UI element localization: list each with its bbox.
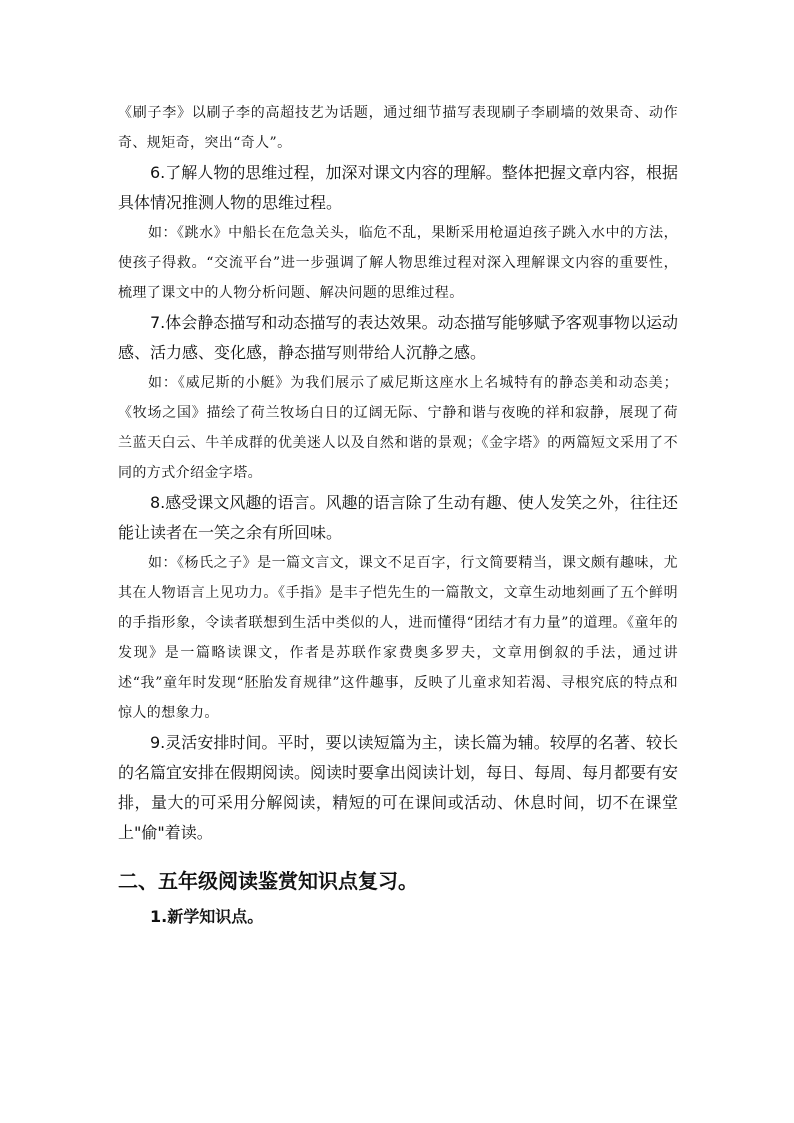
paragraph-shuazili: 《刷子李》以刷子李的高超技艺为话题，通过细节描写表现刷子李刷墙的效果奇、动作奇、规矩奇，突出“奇人”。 xyxy=(118,105,678,151)
paragraph-point-6: 6.了解人物的思维过程，加深对课文内容的理解。整体把握文章内容，根据具体情况推测人物的思维过程。 xyxy=(118,163,678,212)
paragraph-point-8: 8.感受课文风趣的语言。风趣的语言除了生动有趣、使人发笑之外，往往还能让读者在一笑之余有所回味。 xyxy=(118,493,678,542)
subheading-new-knowledge: 1.新学知识点。 xyxy=(150,907,264,926)
paragraph-point-7: 7.体会静态描写和动态描写的表达效果。动态描写能够赋予客观事物以运动感、活力感、变化感，静态描写则带给人沉静之感。 xyxy=(118,313,678,362)
paragraph-example-yangshi: 如：《杨氏之子》是一篇文言文，课文不足百字，行文简要精当，课文颇有趣味，尤其在人物语言上见功力。《手指》是丰子恺先生的一篇散文，文章生动地刻画了五个鲜明的手指形象，令读者联想到生活中类似的人，进而懂得“团结才有力量”的道理。《童年的发现》是一篇略读课文，作者是苏联作家费奥多罗夫，文章用倒叙的手法，通过讲述“我”童年时发现“胚胎发育规律”这件趣事，反映了儿童求知若渴、寻根究底的特点和惊人的想象力。 xyxy=(118,555,678,721)
paragraph-example-tiaoshui: 如：《跳水》中船长在危急关头，临危不乱，果断采用枪逼迫孩子跳入水中的方法，使孩子得救。“交流平台”进一步强调了解人物思维过程对深入理解课文内容的重要性，梳理了课文中的人物分析问题、解决问题的思维过程。 xyxy=(118,225,678,301)
section-heading: 二、五年级阅读鉴赏知识点复习。 xyxy=(118,869,418,893)
paragraph-example-weinisi: 如：《威尼斯的小艇》为我们展示了威尼斯这座水上名城特有的静态美和动态美；《牧场之国》描绘了荷兰牧场白日的辽阔无际、宁静和谐与夜晚的祥和寂静，展现了荷兰蓝天白云、牛羊成群的优美迷人以及自然和谐的景观；《金字塔》的两篇短文采用了不同的方式介绍金字塔。 xyxy=(118,375,678,481)
paragraph-point-9: 9.灵活安排时间。平时，要以读短篇为主，读长篇为辅。较厚的名著、较长的名篇宜安排在假期阅读。阅读时要拿出阅读计划，每日、每周、每月都要有安排，量大的可采用分解阅读，精短的可在课间或活动、休息时间，切不在课堂上"偷"着读。 xyxy=(118,733,679,842)
document-body xyxy=(118,98,678,932)
